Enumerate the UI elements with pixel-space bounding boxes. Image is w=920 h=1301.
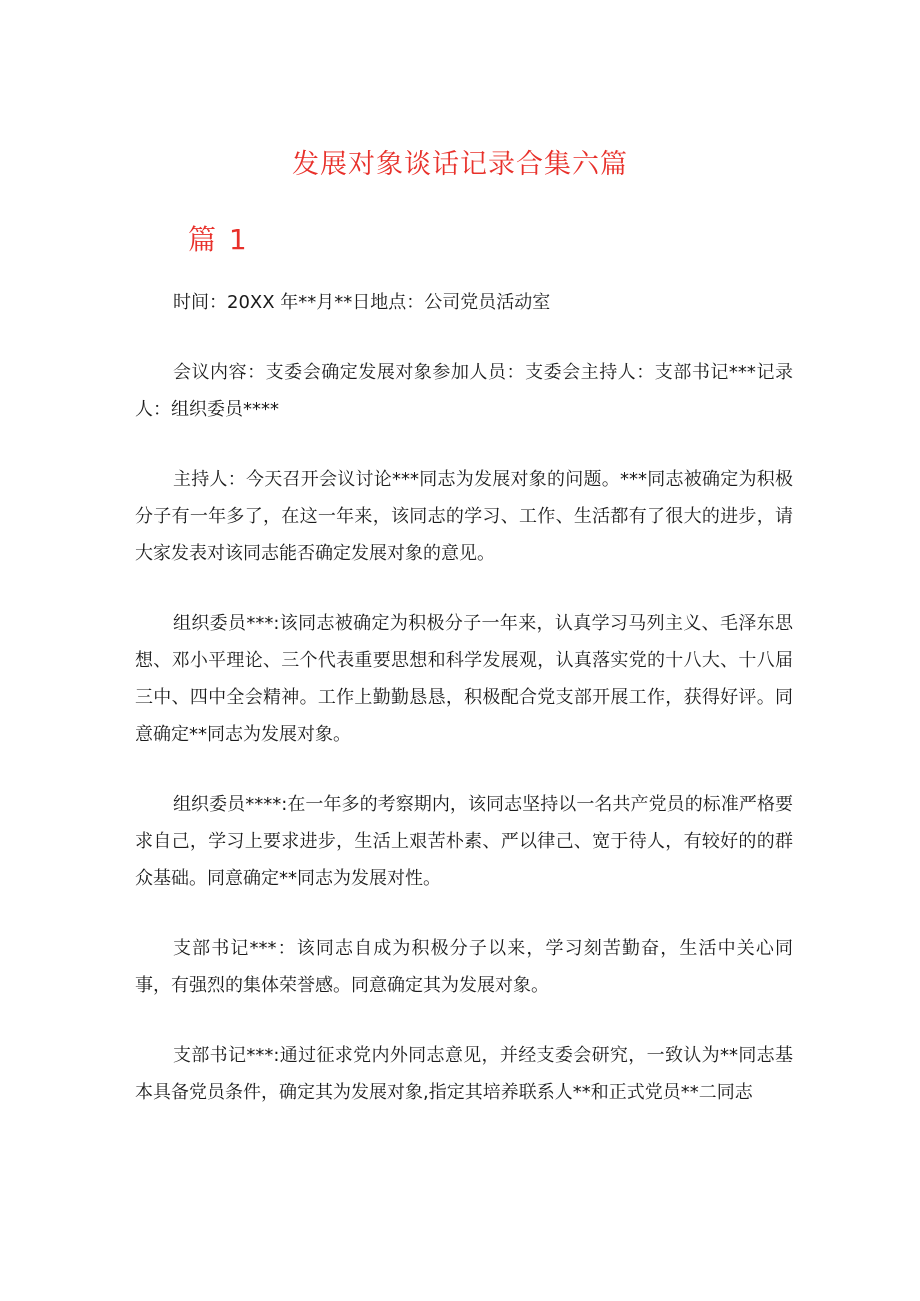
section-heading: 篇 1	[188, 223, 249, 256]
paragraph-meeting-content: 会议内容：支委会确定发展对象参加人员：支委会主持人：支部书记***记录人：组织委员****	[135, 362, 793, 420]
document-body	[135, 284, 793, 1111]
paragraph-branch-secretary-1: 支部书记***：该同志自成为积极分子以来，学习刻苦勤奋，生活中关心同事，有强烈的集体荣誉感。同意确定其为发展对象。	[135, 938, 793, 996]
paragraph-organization-member-1: 组织委员***:该同志被确定为积极分子一年来，认真学习马列主义、毛泽东思想、邓小平理论、三个代表重要思想和科学发展观，认真落实党的十八大、十八届三中、四中全会精神。工作上勤勤恳恳，积极配合党支部开展工作，获得好评。同意确定**同志为发展对象。	[135, 613, 793, 745]
paragraph-time-location: 时间：20XX 年**月**日地点：公司党员活动室	[173, 292, 551, 313]
paragraph-branch-secretary-2: 支部书记***:通过征求党内外同志意见，并经支委会研究，一致认为**同志基本具备党员条件，确定其为发展对象,指定其培养联系人**和正式党员**二同志	[135, 1045, 793, 1103]
paragraph-organization-member-2: 组织委员****:在一年多的考察期内，该同志坚持以一名共产党员的标准严格要求自己，学习上要求进步，生活上艰苦朴素、严以律己、宽于待人，有较好的的群众基础。同意确定**同志为发展对性。	[135, 794, 793, 889]
paragraph-host-remarks: 主持人：今天召开会议讨论***同志为发展对象的问题。***同志被确定为积极分子有一年多了，在这一年来，该同志的学习、工作、生活都有了很大的进步，请大家发表对该同志能否确定发展对象的意见。	[135, 469, 793, 564]
document-title: 发展对象谈话记录合集六篇	[292, 149, 628, 180]
